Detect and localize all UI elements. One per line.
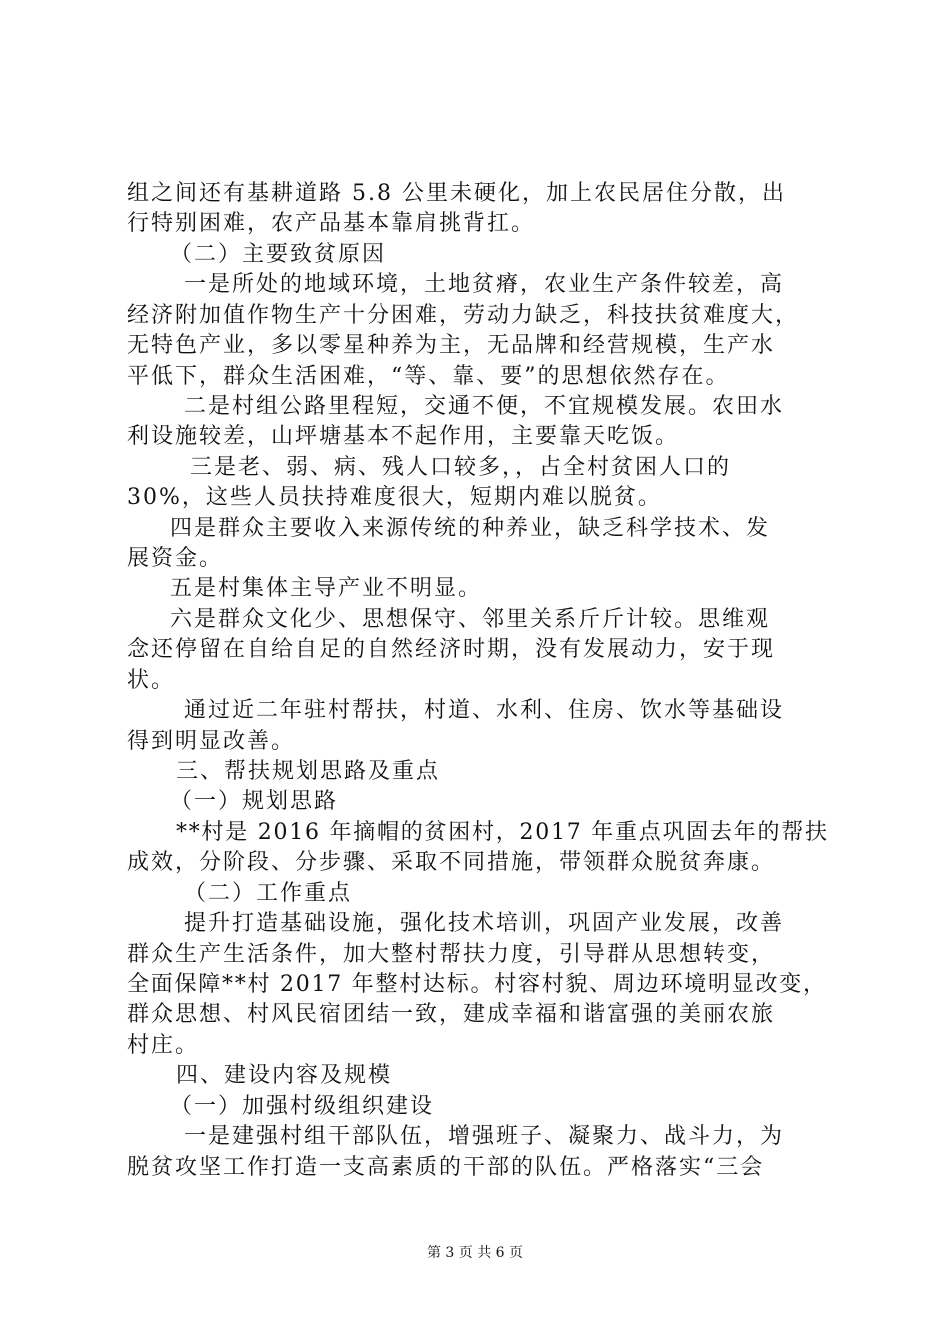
text-line: 提升打造基础设施，强化技术培训，巩固产业发展，改善 [184, 911, 785, 936]
text-line: 得到明显改善。 [127, 729, 296, 754]
section-heading: （一）规划思路 [170, 789, 339, 814]
section-heading: 三、帮扶规划思路及重点 [176, 759, 441, 784]
text-line: 成效，分阶段、分步骤、采取不同措施，带领群众脱贫奔康。 [127, 850, 776, 875]
text-line: 群众生产生活条件，加大整村帮扶力度，引导群从思想转变， [127, 942, 776, 967]
text-line: 脱贫攻坚工作打造一支高素质的干部的队伍。严格落实“三会 [127, 1155, 765, 1180]
text-line: 利设施较差，山坪塘基本不起作用，主要靠天吃饭。 [127, 424, 680, 449]
text-line: 行特别困难，农产品基本靠肩挑背扛。 [127, 211, 536, 236]
text-line: 全面保障**村 2017 年整村达标。村容村貌、周边环境明显改变， [127, 972, 827, 997]
text-line: 一是所处的地域环境，土地贫瘠，农业生产条件较差，高 [184, 272, 785, 297]
text-line: 平低下，群众生活困难，“等、靠、要”的思想依然存在。 [127, 364, 730, 389]
text-line: 二是村组公路里程短，交通不便，不宜规模发展。农田水 [184, 394, 785, 419]
text-line: 展资金。 [127, 546, 224, 571]
section-heading: （一）加强村级组织建设 [170, 1094, 435, 1119]
text-line: 三是老、弱、病、残人口较多，，占全村贫困人口的 [190, 455, 732, 480]
text-line: 五是村集体主导产业不明显。 [170, 576, 483, 601]
section-heading: （二）主要致贫原因 [170, 242, 387, 267]
text-line: 无特色产业，多以零星种养为主，无品牌和经营规模，生产水 [127, 333, 776, 358]
text-line: 经济附加值作物生产十分困难，劳动力缺乏，科技扶贫难度大， [127, 303, 800, 328]
text-line: 一是建强村组干部队伍，增强班子、凝聚力、战斗力，为 [184, 1124, 785, 1149]
text-line: 六是群众文化少、思想保守、邻里关系斤斤计较。思维观 [170, 607, 771, 632]
section-heading: 四、建设内容及规模 [176, 1063, 393, 1088]
text-line: 状。 [127, 668, 176, 693]
text-line: 念还停留在自给自足的自然经济时期，没有发展动力，安于现 [127, 637, 776, 662]
text-line: 组之间还有基耕道路 5.8 公里未硬化，加上农民居住分散，出 [127, 181, 786, 206]
text-line: **村是 2016 年摘帽的贫困村，2017 年重点巩固去年的帮扶 [176, 820, 829, 845]
text-line: 30%，这些人员扶持难度很大，短期内难以脱贫。 [127, 485, 662, 510]
text-line: 村庄。 [127, 1033, 200, 1058]
text-line: 四是群众主要收入来源传统的种养业，缺乏科学技术、发 [170, 516, 771, 541]
text-line: 群众思想、村风民宿团结一致，建成幸福和谐富强的美丽农旅 [127, 1002, 776, 1027]
page-footer: 第 3 页 共 6 页 [426, 1245, 524, 1261]
section-heading: （二）工作重点 [184, 881, 353, 906]
text-line: 通过近二年驻村帮扶，村道、水利、住房、饮水等基础设 [184, 698, 785, 723]
